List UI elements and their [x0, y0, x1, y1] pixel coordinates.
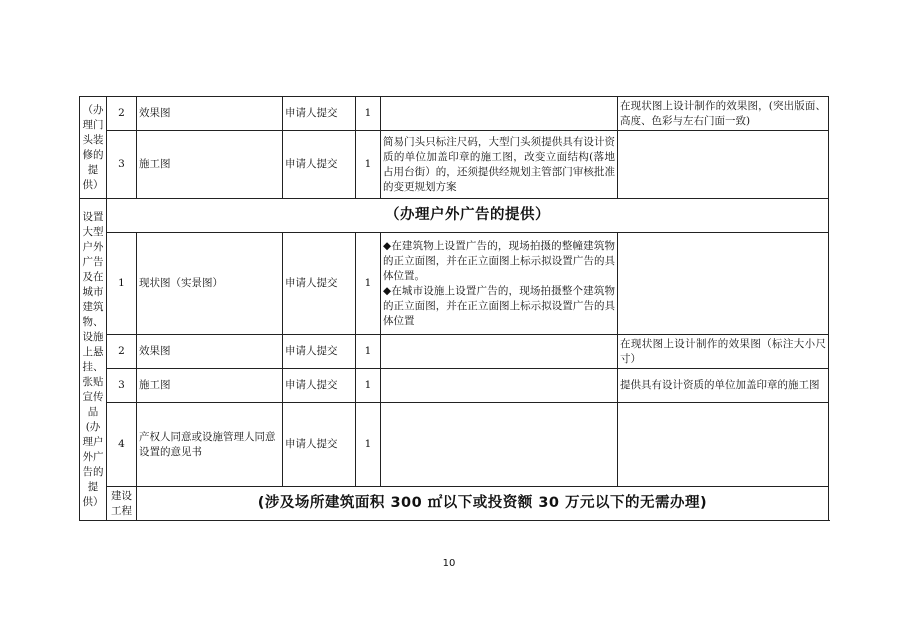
- material-name: 现状图（实景图）: [137, 233, 283, 335]
- row-number: 1: [107, 233, 137, 335]
- category-label: （办理门头装修的提供）: [82, 103, 104, 191]
- material-name: 效果图: [137, 335, 283, 369]
- row-number: 3: [107, 369, 137, 403]
- section-banner: (涉及场所建筑面积 300 ㎡以下或投资额 30 万元以下的无需办理): [137, 487, 829, 521]
- row-number: 2: [107, 335, 137, 369]
- table-row: [80, 335, 829, 369]
- remark: 在现状图上设计制作的效果图，(突出版面、高度、色彩与左右门面一致): [618, 97, 829, 131]
- quantity: 1: [356, 131, 381, 199]
- requirement-description: [381, 335, 618, 369]
- row-number: 4: [107, 403, 137, 487]
- submitter: 申请人提交: [283, 335, 356, 369]
- table-row: [80, 131, 829, 199]
- table-row: [80, 233, 829, 335]
- quantity: 1: [356, 335, 381, 369]
- requirement-description: [381, 369, 618, 403]
- category-label: 设置大型户外广告及在城市建筑物、设施上悬挂、张贴宣传品(办理户外广告的提供）: [82, 210, 104, 508]
- quantity: 1: [356, 403, 381, 487]
- table-row: [80, 97, 829, 131]
- remark: 提供具有设计资质的单位加盖印章的施工图: [618, 369, 829, 403]
- requirement-description: [381, 97, 618, 131]
- requirement-description: [381, 403, 618, 487]
- row-number: 3: [107, 131, 137, 199]
- submitter: 申请人提交: [283, 369, 356, 403]
- material-name: 效果图: [137, 97, 283, 131]
- page-number: 10: [442, 558, 456, 569]
- category-cell-construction: [107, 487, 137, 521]
- quantity: 1: [356, 369, 381, 403]
- remark: 在现状图上设计制作的效果图（标注大小尺寸）: [618, 335, 829, 369]
- requirement-description: 简易门头只标注尺码，大型门头须提供具有设计资质的单位加盖印章的施工图，改变立面结构(落地占用台街）的，还须提供经规划主管部门审核批准的变更规划方案: [381, 131, 618, 199]
- row-number: 2: [107, 97, 137, 131]
- table-row: [80, 199, 829, 233]
- category-label: 建设工程: [111, 489, 132, 517]
- table-row: [80, 403, 829, 487]
- table-row: [80, 487, 829, 521]
- submitter: 申请人提交: [283, 97, 356, 131]
- submitter: 申请人提交: [283, 403, 356, 487]
- submitter: 申请人提交: [283, 233, 356, 335]
- submitter: 申请人提交: [283, 131, 356, 199]
- material-name: 产权人同意或设施管理人同意设置的意见书: [137, 403, 283, 487]
- category-cell-door-decoration: [80, 97, 107, 199]
- materials-table: [79, 96, 829, 521]
- quantity: 1: [356, 97, 381, 131]
- requirement-bullet: ◆在城市设施上设置广告的，现场拍摄整个建筑物的正立面图，并在正立面图上标示拟设置广告的具体位置: [383, 284, 615, 327]
- section-banner: （办理户外广告的提供）: [107, 199, 829, 233]
- remark: [618, 131, 829, 199]
- remark: [618, 233, 829, 335]
- material-name: 施工图: [137, 369, 283, 403]
- category-cell-outdoor-advertising: [80, 199, 107, 521]
- remark: [618, 403, 829, 487]
- table-row: [80, 369, 829, 403]
- material-name: 施工图: [137, 131, 283, 199]
- quantity: 1: [356, 233, 381, 335]
- requirement-description: [381, 233, 618, 335]
- requirement-bullet: ◆在建筑物上设置广告的，现场拍摄的整幢建筑物的正立面图，并在正立面图上标示拟设置广告的具体位置。: [383, 239, 615, 282]
